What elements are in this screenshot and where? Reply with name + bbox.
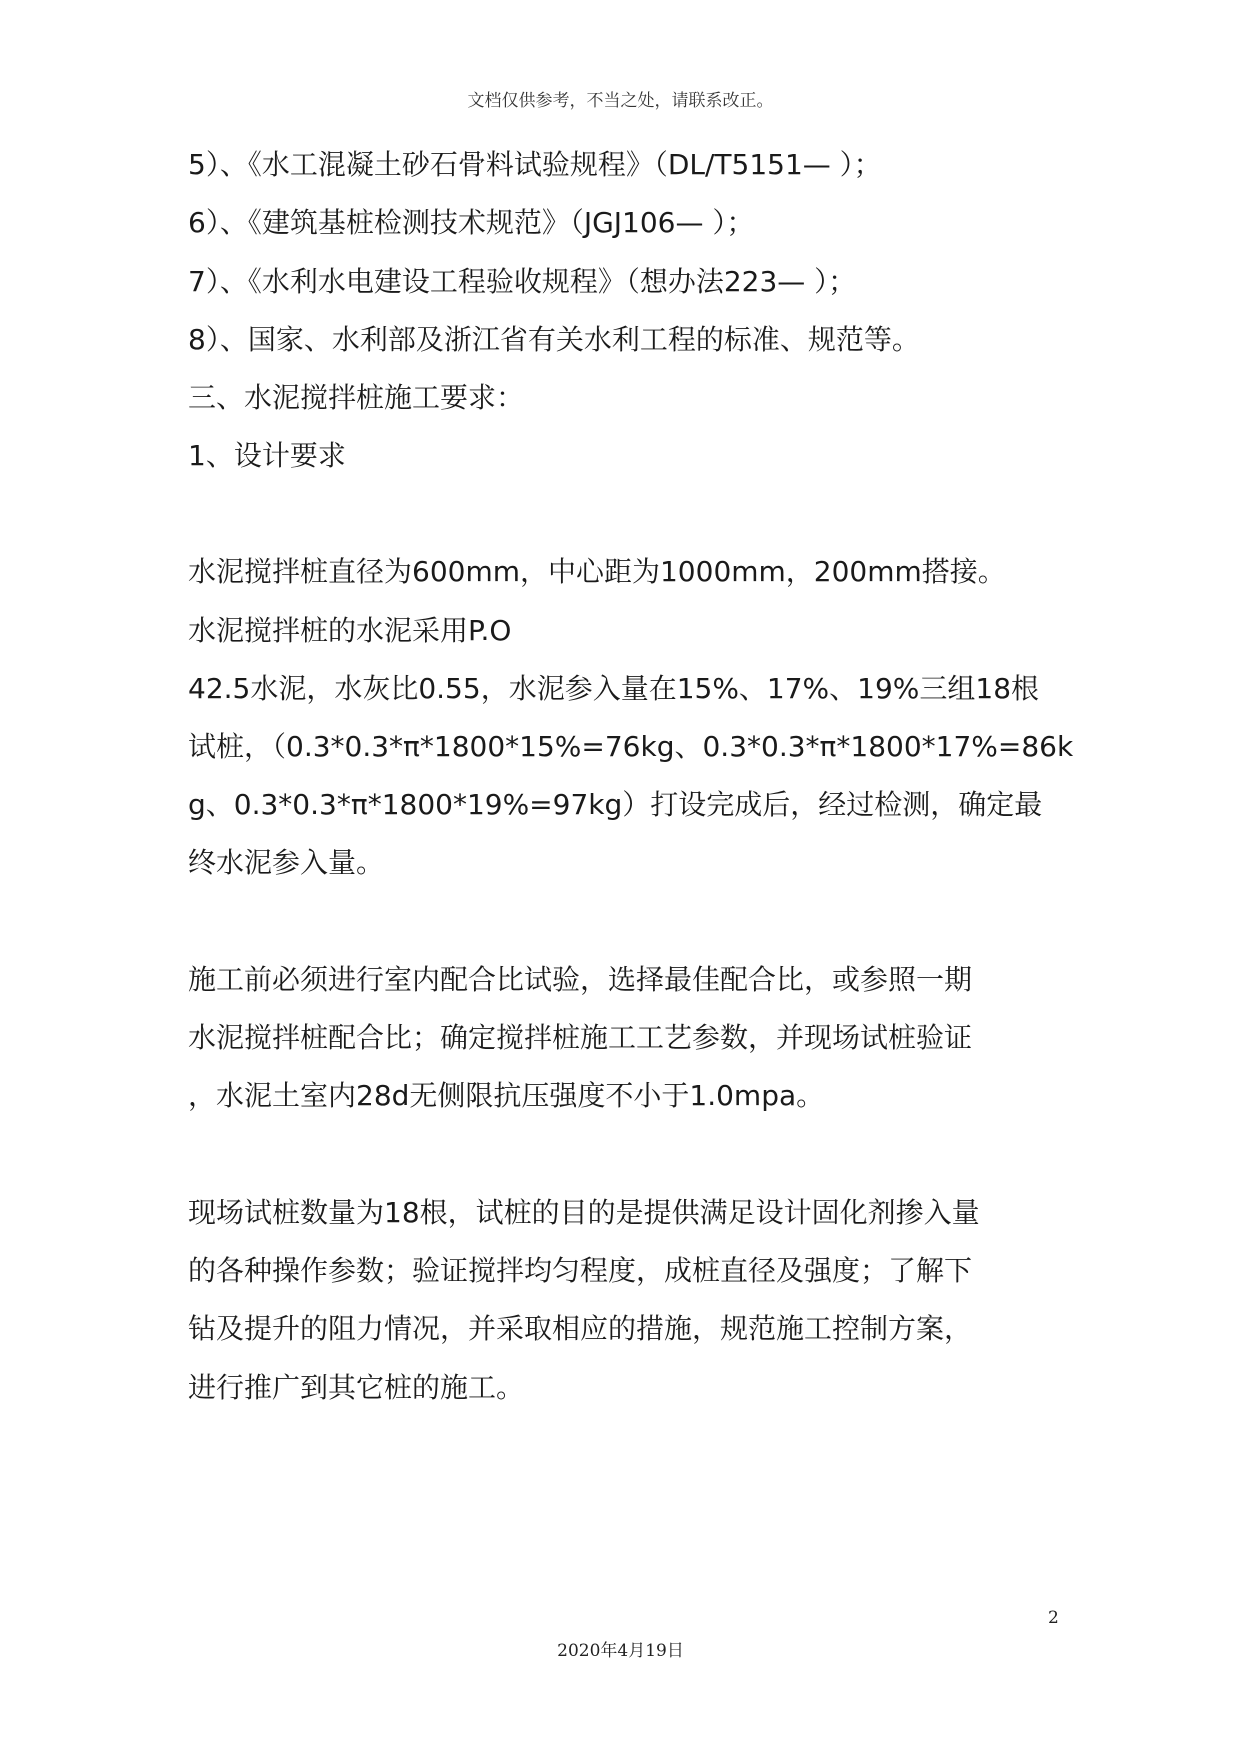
paragraph-design-line-5: g、0.3*0.3*π*1800*19%=97kg）打设完成后，经过检测，确定最 [188,788,1043,821]
footer-date: 2020年4月19日 [557,1641,684,1661]
paragraph-trial-line-3: 钻及提升的阻力情况，并采取相应的措施，规范施工控制方案， [188,1312,973,1345]
paragraph-trial-line-2: 的各种操作参数；验证搅拌均匀程度，成桩直径及强度；了解下 [188,1254,973,1287]
paragraph-trial-line-1: 现场试桩数量为18根，试桩的目的是提供满足设计固化剂掺入量 [188,1196,980,1229]
paragraph-mix-line-3: ，水泥土室内28d无侧限抗压强度不小于1.0mpa。 [188,1079,825,1112]
paragraph-design-line-1: 水泥搅拌桩直径为600mm，中心距为1000mm，200mm搭接。 [188,555,1006,588]
paragraph-mix-line-2: 水泥搅拌桩配合比；确定搅拌桩施工工艺参数，并现场试桩验证 [188,1021,973,1054]
page-number: 2 [1048,1608,1059,1628]
page-header: 文档仅供参考，不当之处，请联系改正。 [467,91,774,111]
reference-item-8: 8）、国家、水利部及浙江省有关水利工程的标准、规范等。 [188,323,920,356]
paragraph-design-line-6: 终水泥参入量。 [188,846,385,879]
paragraph-design-line-2: 水泥搅拌桩的水泥采用P.O [188,614,512,647]
paragraph-design-line-4: 试桩，（0.3*0.3*π*1800*15%=76kg、0.3*0.3*π*1800*17%=86k [188,730,1074,763]
paragraph-design-line-3: 42.5水泥，水灰比0.55，水泥参入量在15%、17%、19%三组18根 [188,672,1040,705]
section-title: 三、水泥搅拌桩施工要求： [188,381,525,414]
reference-item-7: 7）、《水利水电建设工程验收规程》（想办法223— ）； [188,265,857,298]
paragraph-mix-line-1: 施工前必须进行室内配合比试验，选择最佳配合比，或参照一期 [188,963,973,996]
subsection-title: 1、设计要求 [188,439,346,472]
reference-item-5: 5）、《水工混凝土砂石骨料试验规程》（DL/T5151— ）； [188,148,882,181]
reference-item-6: 6）、《建筑基桩检测技术规范》（JGJ106— ）； [188,206,755,239]
paragraph-trial-line-4: 进行推广到其它桩的施工。 [188,1371,525,1404]
